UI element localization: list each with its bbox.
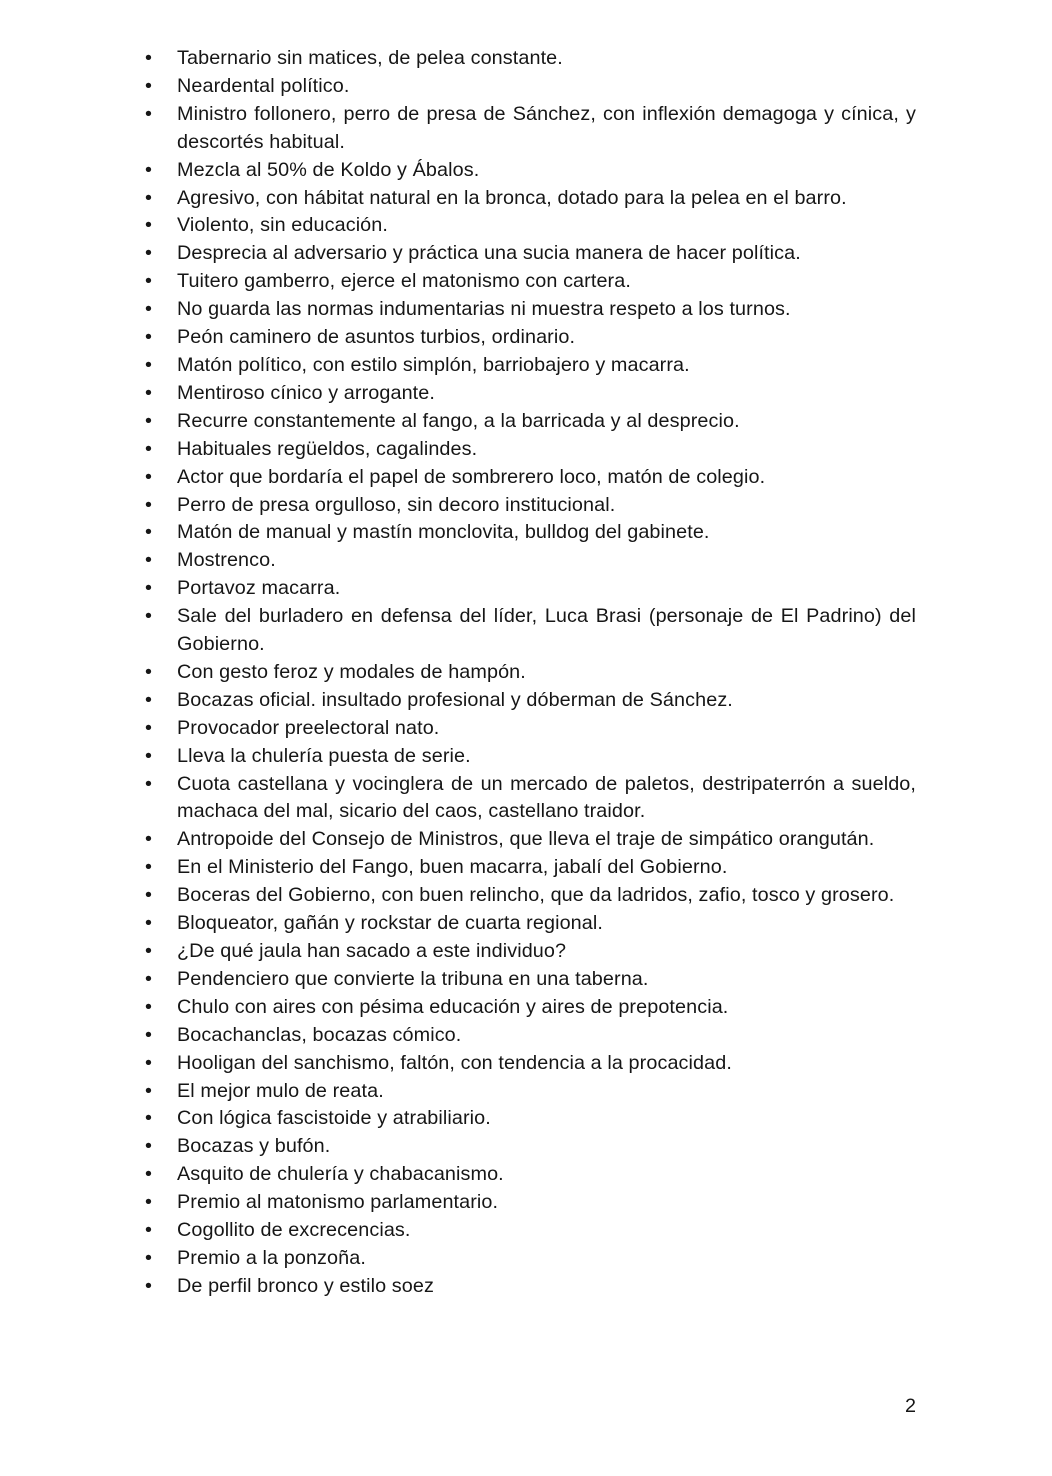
list-item [143,547,916,575]
list-item [143,296,916,324]
bullet-icon: • [145,1051,153,1074]
list-item [143,240,916,268]
bullet-icon: • [145,465,153,488]
bullet-icon: • [145,1079,153,1102]
list-item [143,715,916,743]
bullet-icon: • [145,688,153,711]
bullet-icon: • [145,47,153,69]
list-item [143,1133,916,1161]
list-item [143,212,916,240]
list-item-text: El mejor mulo de reata. [177,1079,384,1102]
bullet-icon: • [145,74,153,97]
list-item [143,575,916,603]
bullet-icon: • [145,1023,153,1046]
list-item-text: Actor que bordaría el papel de sombrerero loco, matón de colegio. [177,465,766,488]
list-item-text: Recurre constantemente al fango, a la barricada y al desprecio. [177,409,740,432]
list-item-text: Perro de presa orgulloso, sin decoro institucional. [177,493,616,516]
list-item [143,1245,916,1273]
list-item [143,101,916,157]
list-item-text: Ministro follonero, perro de presa de Sánchez, con inflexión demagoga y cínica, y descortés habitual. [177,102,916,153]
bullet-icon: • [145,995,153,1018]
page-number: 2 [904,1395,916,1417]
list-item-text: Hooligan del sanchismo, faltón, con tendencia a la procacidad. [177,1051,732,1074]
list-item-text: Con lógica fascistoide y atrabiliario. [177,1107,491,1130]
list-item [143,771,916,827]
list-item [143,408,916,436]
bullet-icon: • [145,1163,153,1186]
list-item-text: Bocazas oficial. insultado profesional y dóberman de Sánchez. [177,688,733,711]
list-item-text: Antropoide del Consejo de Ministros, que lleva el traje de simpático orangután. [177,828,875,851]
list-item-text: Chulo con aires con pésima educación y aires de prepotencia. [177,995,729,1018]
list-item [143,994,916,1022]
list-item-text: Cuota castellana y vocinglera de un mercado de paletos, destripaterrón a sueldo, machaca del mal, sicario del caos, castellano traidor. [177,772,916,823]
bullet-icon: • [145,1246,153,1269]
list-item [143,464,916,492]
list-item-text: Violento, sin educación. [177,214,388,237]
bullet-icon: • [145,884,153,907]
list-item-text: Premio a la ponzoña. [177,1246,366,1269]
list-item [143,519,916,547]
list-item-text: Agresivo, con hábitat natural en la bronca, dotado para la pelea en el barro. [177,186,847,209]
list-item-text: Bocachanclas, bocazas cómico. [177,1023,462,1046]
bullet-icon: • [145,493,153,516]
bullet-icon: • [145,158,153,181]
list-item [143,1217,916,1245]
list-item-text: Lleva la chulería puesta de serie. [177,744,471,767]
bullet-icon: • [145,381,153,404]
bullet-list [143,45,916,1301]
bullet-icon: • [145,828,153,851]
bullet-icon: • [145,521,153,544]
list-item-text: Premio al matonismo parlamentario. [177,1191,499,1214]
list-item-text: Tuitero gamberro, ejerce el matonismo con cartera. [177,270,631,293]
list-item-text: Sale del burladero en defensa del líder, Luca Brasi (personaje de El Padrino) del Gobierno. [177,605,916,656]
bullet-icon: • [145,577,153,600]
list-item [143,1078,916,1106]
list-item [143,966,916,994]
list-item-text: De perfil bronco y estilo soez [177,1274,434,1297]
bullet-icon: • [145,1274,153,1297]
list-item-text: Matón de manual y mastín monclovita, bulldog del gabinete. [177,521,710,544]
list-item [143,910,916,938]
list-item-text: Mostrenco. [177,549,276,572]
list-item-text: Provocador preelectoral nato. [177,716,440,739]
bullet-icon: • [145,744,153,767]
bullet-icon: • [145,1219,153,1242]
list-item-text: Peón caminero de asuntos turbios, ordinario. [177,326,576,349]
list-item-text: Mentiroso cínico y arrogante. [177,381,435,404]
list-item-text: Tabernario sin matices, de pelea constante. [177,47,563,69]
list-item [143,743,916,771]
bullet-icon: • [145,967,153,990]
list-item-text: Asquito de chulería y chabacanismo. [177,1163,504,1186]
list-item [143,603,916,659]
bullet-icon: • [145,353,153,376]
list-item [143,854,916,882]
bullet-icon: • [145,186,153,209]
list-item-text: ¿De qué jaula han sacado a este individuo? [177,940,567,962]
bullet-icon: • [145,102,153,125]
list-item [143,492,916,520]
list-item [143,45,916,73]
list-item-text: Bloqueator, gañán y rockstar de cuarta regional. [177,912,603,935]
list-item-text: Bocazas y bufón. [177,1135,331,1158]
list-item-text: Con gesto feroz y modales de hampón. [177,660,526,683]
list-item [143,1050,916,1078]
list-item-text: Cogollito de excrecencias. [177,1219,411,1242]
bullet-icon: • [145,1191,153,1214]
list-item-text: Mezcla al 50% de Koldo y Ábalos. [177,158,480,181]
list-item [143,1161,916,1189]
list-item [143,380,916,408]
bullet-icon: • [145,605,153,628]
bullet-icon: • [145,270,153,293]
bullet-icon: • [145,326,153,349]
list-item [143,826,916,854]
list-item [143,157,916,185]
list-item [143,882,916,910]
list-item [143,268,916,296]
bullet-icon: • [145,214,153,237]
bullet-icon: • [145,1107,153,1130]
list-item-text: Neardental político. [177,74,350,97]
bullet-icon: • [145,940,153,962]
bullet-icon: • [145,409,153,432]
list-item [143,1022,916,1050]
list-item [143,1105,916,1133]
bullet-icon: • [145,242,153,265]
bullet-icon: • [145,856,153,879]
list-item [143,73,916,101]
list-item-text: No guarda las normas indumentarias ni muestra respeto a los turnos. [177,298,791,321]
bullet-icon: • [145,716,153,739]
bullet-icon: • [145,298,153,321]
list-item-text: Boceras del Gobierno, con buen relincho, que da ladridos, zafio, tosco y grosero. [177,884,895,907]
list-item-text: Habituales regüeldos, cagalindes. [177,437,478,460]
bullet-icon: • [145,772,153,795]
list-item-text: Matón político, con estilo simplón, barriobajero y macarra. [177,353,690,376]
list-item-text: Portavoz macarra. [177,577,341,600]
bullet-icon: • [145,437,153,460]
list-item [143,687,916,715]
list-item-text: Pendenciero que convierte la tribuna en una taberna. [177,967,649,990]
list-item [143,1189,916,1217]
list-item [143,938,916,966]
list-item-text: Desprecia al adversario y práctica una sucia manera de hacer política. [177,242,801,265]
list-item [143,436,916,464]
list-item [143,324,916,352]
list-item [143,659,916,687]
bullet-icon: • [145,1135,153,1158]
bullet-icon: • [145,660,153,683]
bullet-icon: • [145,912,153,935]
list-item [143,185,916,213]
bullet-icon: • [145,549,153,572]
list-item [143,352,916,380]
list-item-text: En el Ministerio del Fango, buen macarra, jabalí del Gobierno. [177,856,728,879]
list-item [143,1273,916,1301]
